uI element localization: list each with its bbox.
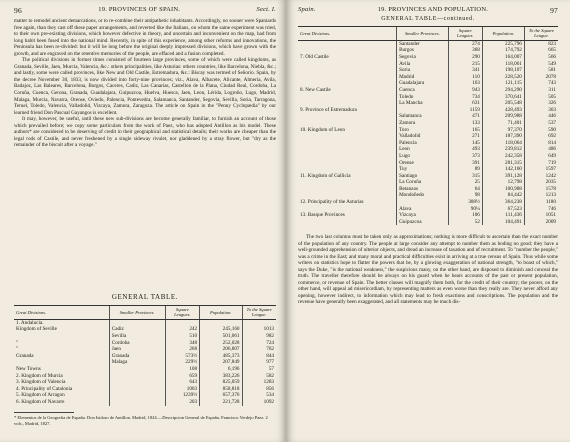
table-row: [298, 74, 558, 81]
table-row: [298, 140, 558, 147]
province-cell: [109, 366, 165, 373]
square-leagues-cell: 203: [165, 399, 200, 406]
left-running-header: [14, 6, 276, 15]
population-cell: 209,988: [482, 113, 524, 120]
per-league-cell: 311: [524, 87, 558, 94]
province-cell: Segovia: [397, 54, 449, 61]
division-cell: [298, 113, 397, 120]
division-cell: [298, 67, 397, 74]
province-cell: Betanzos: [397, 186, 449, 193]
square-leagues-cell: 348: [165, 340, 200, 347]
square-leagues-cell: 1003: [165, 386, 200, 393]
table-row: [298, 146, 558, 153]
per-league-cell: 665: [524, 47, 558, 54]
division-cell: 4. Principality of Catalonia: [16, 385, 73, 392]
square-leagues-cell: 145: [448, 140, 482, 147]
population-cell: 71,401: [482, 120, 524, 127]
per-league-cell: 582: [242, 373, 276, 380]
province-cell: Valladolid: [397, 133, 449, 140]
province-cell: Malaga: [109, 359, 165, 366]
population-cell: 281,315: [482, 160, 524, 167]
province-cell: Cordoba: [109, 340, 165, 347]
column-header: To the Square League.: [524, 27, 558, 41]
province-cell: [109, 392, 165, 399]
province-cell: Santander: [397, 40, 449, 47]
population-cell: 245,160: [200, 326, 242, 333]
per-league-cell: 1213: [524, 192, 558, 199]
province-cell: [397, 199, 449, 206]
table-row: [14, 353, 276, 360]
population-cell: 252,028: [200, 340, 242, 347]
per-league-cell: 566: [524, 54, 558, 61]
table-row: [298, 199, 558, 206]
population-cell: 121,115: [482, 80, 524, 87]
division-cell: 12. Principality of the Asturias: [300, 199, 364, 206]
division-cell: 7. Old Castile: [300, 54, 329, 60]
square-leagues-cell: 290: [448, 54, 482, 61]
population-cell: 225,796: [482, 40, 524, 47]
population-cell: 111,436: [482, 212, 524, 219]
division-cell: [298, 94, 397, 101]
population-cell: 206,807: [200, 346, 242, 353]
province-cell: Granada: [109, 353, 165, 360]
per-league-cell: 537: [524, 120, 558, 127]
province-cell: Cuenca: [397, 87, 449, 94]
province-cell: Burgos: [397, 47, 449, 54]
per-league-cell: 590: [524, 127, 558, 134]
population-cell: 207,849: [200, 359, 242, 366]
population-cell: 383,226: [200, 373, 242, 380]
general-table-title: GENERAL TABLE.: [111, 293, 179, 301]
table-row: [298, 127, 558, 134]
division-cell: [298, 219, 397, 226]
paragraph: matter to remodel ancient demarcations, or to re-combine their antipathetic inhabitants. Accordingly, no sooner were Spaniards free again, than they cast off these paper arrangements, and reverted like the Italians, on whom the same experiment was tried, to their own pre-existing divisions, which however defective in theory, and uncertain and inconvenient on the map, had from long habit been fused into the national mind. Recently, in spite of this experience, among other reforms and innovations, the Peninsula has been re-divided: but it will be long before the original deeply impressed divisions, which have grown with the growth, and are engraved on the retentive memories of the people, are effaced and a fusion completed.: [14, 18, 276, 57]
per-league-cell: 746: [524, 206, 558, 213]
paragraph: The two last columns must be taken only as approximations; nothing is more difficult to ascertain than the exact number of the population of any country. The people at large consider any attempt to number them as boding no good; they have a well-grounded apprehension of ulterior objects, and dread an increase of taxation and of recruitment. To "number the people," was a crime in the East; and many moral and practical difficulties exist in arriving at a true census of Spain. Thus while some writers on statistics hope to flatter the powers that be, by a glowing exaggeration of national strength, "to boast of which," says the Duke, "is the national weakness," the suspicious many, on the other hand, are disposed to diminish and conceal the truth. The traveller therefore should be always on his guard when he hears accounts of the past or present population, commerce, or revenue of Spain. The better classes will magnify them both, for the credit of their country; the poorer, on the other hand, will appeal ad misericordiam, by representing matters as even worse than they really are. They never afford any opening, however indirect, to information which may lead to fresh exactions and conscriptions. The population and the revenue have generally been exaggerated, and all statements may be much dis-: [298, 234, 558, 306]
province-cell: [109, 373, 165, 380]
province-cell: Tuy: [397, 166, 449, 173]
population-cell: 100,988: [482, 186, 524, 193]
per-league-cell: 2035: [524, 179, 558, 186]
per-league-cell: 719: [524, 160, 558, 167]
square-leagues-cell: 391: [448, 160, 482, 167]
table-row: [298, 219, 558, 226]
population-cell: 364,238: [482, 199, 524, 206]
province-cell: Orense: [397, 160, 449, 167]
per-league-cell: 1013: [242, 326, 276, 333]
left-page-number: 96: [14, 6, 22, 15]
left-header-section: Sect. I.: [256, 6, 276, 13]
population-cell: 825,059: [200, 379, 242, 386]
province-cell: Soria: [397, 67, 449, 74]
per-league-cell: 1092: [242, 399, 276, 406]
per-league-cell: 303: [524, 107, 558, 114]
square-leagues-cell: 108: [165, 366, 200, 373]
per-league-cell: 534: [242, 392, 276, 399]
right-page-number: 97: [550, 6, 558, 15]
per-league-cell: 2009: [524, 219, 558, 226]
square-leagues-cell: 659: [165, 373, 200, 380]
province-cell: Cadiz: [109, 326, 165, 333]
division-cell: New Towns: [16, 365, 41, 372]
column-header: Great Divisions.: [14, 306, 109, 320]
per-league-cell: 692: [524, 133, 558, 140]
per-league-cell: 1283: [242, 379, 276, 386]
right-header-title: 19. PROVINCES AND POPULATION.: [377, 6, 489, 13]
table-row: [14, 340, 276, 347]
population-cell: 187,390: [482, 133, 524, 140]
table-row: [298, 61, 558, 68]
per-league-cell: 549: [524, 61, 558, 68]
square-leagues-cell: 341: [448, 67, 482, 74]
table-row: [298, 160, 558, 167]
table-header-row: [298, 27, 558, 41]
per-league-cell: 856: [242, 386, 276, 393]
column-header: Smaller Provinces.: [397, 27, 449, 41]
square-leagues-cell: 52: [448, 219, 482, 226]
population-cell: 228,520: [482, 74, 524, 81]
province-cell: Toro: [397, 127, 449, 134]
population-cell: 294,290: [482, 87, 524, 94]
division-cell: [298, 74, 397, 81]
square-leagues-cell: 643: [165, 379, 200, 386]
population-cell: 6,196: [200, 366, 242, 373]
population-cell: 205,548: [482, 100, 524, 107]
table-row: [298, 186, 558, 193]
division-cell: 13. Basque Provinces: [300, 212, 345, 219]
population-cell: 858,818: [200, 386, 242, 393]
footnote: * Elementos de la Geografia de España. Don Isidoro de Antillon. Madrid, 1824.—Descripcion General de España. Francisco Verdejo Paez. 2 vols., Madrid, 1827.: [14, 415, 268, 426]
population-cell: 370,641: [482, 94, 524, 101]
province-cell: Jaen: [109, 346, 165, 353]
square-leagues-cell: 64: [448, 186, 482, 193]
province-cell: Salamanca: [397, 113, 449, 120]
square-leagues-cell: 368: [448, 47, 482, 54]
square-leagues-cell: 271: [448, 133, 482, 140]
division-cell: [298, 153, 397, 160]
division-cell: ": [16, 346, 19, 353]
table-row: [298, 212, 558, 219]
population-cell: 164,007: [482, 54, 524, 61]
per-league-cell: 581: [524, 67, 558, 74]
left-body-text: [14, 18, 276, 149]
division-cell: [298, 40, 397, 47]
square-leagues-cell: 133: [448, 120, 482, 127]
table-row: [14, 379, 276, 386]
right-body-text: [298, 234, 558, 306]
population-cell: 118,061: [482, 61, 524, 68]
square-leagues-cell: 229½: [165, 359, 200, 366]
division-cell: [298, 80, 397, 87]
square-leagues-cell: 308½: [448, 199, 482, 206]
table-row: [14, 346, 276, 353]
table-row: [298, 87, 558, 94]
square-leagues-cell: 242: [165, 326, 200, 333]
population-cell: 501,061: [200, 333, 242, 340]
division-cell: 2. Kingdom of Murcia: [16, 372, 63, 379]
table-row: [298, 120, 558, 127]
column-header: Smaller Provinces.: [109, 306, 165, 320]
population-cell: 239,812: [482, 146, 524, 153]
per-league-cell: 982: [242, 333, 276, 340]
population-cell: 67,523: [482, 206, 524, 213]
province-cell: Vizcaya: [397, 212, 449, 219]
province-cell: Zamora: [397, 120, 449, 127]
population-cell: 142,160: [482, 166, 524, 173]
column-header: Population.: [482, 27, 524, 41]
square-leagues-cell: 165: [448, 127, 482, 134]
square-leagues-cell: 98: [448, 192, 482, 199]
division-cell: ": [16, 339, 19, 346]
province-cell: Avila: [397, 61, 449, 68]
per-league-cell: 762: [242, 346, 276, 353]
per-league-cell: 1242: [524, 173, 558, 180]
square-leagues-cell: 510: [165, 333, 200, 340]
population-cell: 104,491: [482, 219, 524, 226]
table-row: [298, 47, 558, 54]
table-row: [14, 326, 276, 333]
table-row: [298, 67, 558, 74]
square-leagues-cell: 631: [448, 100, 482, 107]
province-cell: La Mancha: [397, 100, 449, 107]
province-cell: La Coruña: [397, 179, 449, 186]
division-cell: 3. Kingdom of Valencia: [16, 379, 66, 386]
table-row: [14, 399, 276, 406]
province-cell: Guadalajara: [397, 80, 449, 87]
column-header: Population.: [200, 306, 242, 320]
table-row: [14, 366, 276, 373]
right-running-header: [298, 6, 558, 15]
division-cell: [298, 206, 397, 213]
per-league-cell: 743: [524, 80, 558, 87]
paragraph: The political divisions in former times consisted of fourteen large provinces, some of which were called kingdoms, as Granada, Seville, Jaen, Murcia, Valencia, &c.: others principalities, like Asturias: others countries, like Barcelona, Niebla, &c.; and lastly, some were called provinces, like New and Old Castile, Estremadura, &c.: Biscay was termed of Señorio. Spain, by the decree November 30, 1833, is now divided into forty-nine provinces; viz., Alava, Albacete, Alicante, Almeria, Avila, Badajoz, Las Baleares, Barcelona, Burgos, Caceres, Cadiz, Las Canarias, Castellon de la Plana, Ciudad Real, Cordoba, La Coruña, Cuenca, Gerona, Granada, Guadalajara, Guipuzcoa, Huelva, Huesca, Jaen, Leon, Lérida, Logroño, Lugo, Madrid, Malaga, Murcia, Navarra, Orense, Oviedo, Palencia, Pontevedra, Salamanca, Santander, Segovia, Sevilla, Soria, Tarragona, Teruel, Toledo, Valencia, Valladolid, Vizcaya, Zamora, Zaragoza. The article on Spain in the "Penny Cyclopædia" by our learned friend Don Pascual Gayangos is excellent.: [14, 57, 276, 116]
per-league-cell: 486: [524, 146, 558, 153]
division-cell: [14, 333, 109, 340]
division-cell: 5. Kingdom of Arragon: [16, 392, 65, 399]
province-cell: Toledo: [397, 94, 449, 101]
division-cell: [298, 186, 397, 193]
division-cell: 6. Kingdom of Navarre: [16, 398, 65, 405]
column-header: To the Square League.: [242, 306, 276, 320]
table-row: [298, 113, 558, 120]
population-cell: 84,442: [482, 192, 524, 199]
division-cell: 1. Andalucia.: [16, 319, 44, 326]
population-cell: [200, 319, 242, 326]
population-cell: 428,493: [482, 107, 524, 114]
table-row: [298, 80, 558, 87]
province-cell: Alava: [397, 206, 449, 213]
per-league-cell: 977: [242, 359, 276, 366]
square-leagues-cell: 373: [448, 153, 482, 160]
square-leagues-cell: 106: [448, 212, 482, 219]
province-cell: [109, 319, 165, 326]
square-leagues-cell: 163: [448, 80, 482, 87]
square-leagues-cell: 943: [448, 87, 482, 94]
table-body: [14, 319, 276, 405]
square-leagues-cell: 89: [448, 166, 482, 173]
per-league-cell: 446: [524, 113, 558, 120]
province-cell: Mondoñedo: [397, 192, 449, 199]
square-leagues-cell: 274: [448, 40, 482, 47]
per-league-cell: 2078: [524, 74, 558, 81]
table-row: [298, 153, 558, 160]
table-row: [298, 173, 558, 180]
population-cell: 242,358: [482, 153, 524, 160]
square-leagues-cell: 1239½: [165, 392, 200, 399]
division-cell: [298, 160, 397, 167]
table-row: [298, 94, 558, 101]
population-cell: 485,373: [200, 353, 242, 360]
table-header-row: [14, 306, 276, 320]
population-cell: 174,792: [482, 47, 524, 54]
division-cell: [298, 166, 397, 173]
table-row: [298, 100, 558, 107]
province-cell: Madrid: [397, 74, 449, 81]
table-row: [298, 107, 558, 114]
general-table: [14, 305, 276, 406]
per-league-cell: 1597: [524, 166, 558, 173]
division-cell: [298, 120, 397, 127]
per-league-cell: 1578: [524, 186, 558, 193]
population-cell: 198,107: [482, 67, 524, 74]
province-cell: Santiago: [397, 173, 449, 180]
table-row: [298, 166, 558, 173]
column-header: Square Leagues.: [165, 306, 200, 320]
province-cell: Palencia: [397, 140, 449, 147]
population-cell: 12,798: [482, 179, 524, 186]
square-leagues-cell: 471: [448, 113, 482, 120]
table-row: [298, 54, 558, 61]
division-cell: [298, 140, 397, 147]
division-cell: 11. Kingdom of Gallicia: [300, 172, 351, 179]
table-row: [14, 392, 276, 399]
per-league-cell: 823: [524, 40, 558, 47]
population-cell: 391,128: [482, 173, 524, 180]
table-row: [14, 333, 276, 340]
square-leagues-cell: 493: [448, 146, 482, 153]
division-cell: 10. Kingdom of Leon: [300, 126, 345, 133]
continued-table-title: GENERAL TABLE—continued.: [381, 16, 475, 22]
per-league-cell: 1051: [524, 212, 558, 219]
population-cell: 97,370: [482, 127, 524, 134]
per-league-cell: 1180: [524, 199, 558, 206]
table-row: [298, 206, 558, 213]
division-cell: [298, 179, 397, 186]
division-cell: 8. New Castile: [300, 86, 331, 93]
division-cell: [298, 61, 397, 68]
square-leagues-cell: 110: [448, 74, 482, 81]
population-cell: 221,728: [200, 399, 242, 406]
table-body: [298, 40, 558, 225]
square-leagues-cell: 734: [448, 94, 482, 101]
square-leagues-cell: 573½: [165, 353, 200, 360]
table-row: [14, 359, 276, 366]
population-cell: 657,376: [200, 392, 242, 399]
right-page: [286, 0, 570, 442]
province-cell: Leon: [397, 146, 449, 153]
division-cell: 9. Province of Estremadura: [300, 106, 357, 113]
division-cell: [298, 100, 397, 107]
paragraph: It may, however, be useful, until these new sub-divisions are become generally familiar, to furnish an account of those which prevailed before; we copy some particulars from the work of Paez, who has adopted Antillon as his model. These authors* are considered to be deserving of credit in their geographical and statistical details; their works are cheaper than the legal rods of Castile, and never freshened by a single sideway rivulet, nor gladdened by a stray flower, but "dry as the remainder of the biscuit after a voyage.": [14, 116, 276, 149]
column-header: Square Leagues.: [448, 27, 482, 41]
per-league-cell: 814: [524, 140, 558, 147]
province-cell: [397, 107, 449, 114]
per-league-cell: 649: [524, 153, 558, 160]
province-cell: [109, 399, 165, 406]
square-leagues-cell: 215: [448, 61, 482, 68]
right-header-section: Spain.: [298, 6, 316, 13]
per-league-cell: 505: [524, 94, 558, 101]
table-row: [298, 179, 558, 186]
division-cell: [14, 359, 109, 366]
division-cell: [298, 146, 397, 153]
table-row: [298, 133, 558, 140]
square-leagues-cell: 268: [165, 346, 200, 353]
per-league-cell: 326: [524, 100, 558, 107]
footnote-rule: [14, 412, 74, 413]
square-leagues-cell: 25: [448, 179, 482, 186]
province-cell: [109, 386, 165, 393]
population-cell: 118,064: [482, 140, 524, 147]
per-league-cell: 844: [242, 353, 276, 360]
per-league-cell: 57: [242, 366, 276, 373]
province-cell: Guipuzcoa: [397, 219, 449, 226]
square-leagues-cell: 1159: [448, 107, 482, 114]
table-row: [298, 40, 558, 47]
square-leagues-cell: [165, 319, 200, 326]
province-cell: [109, 379, 165, 386]
province-cell: Sevilla: [109, 333, 165, 340]
division-cell: [298, 47, 397, 54]
left-header-title: 19. PROVINCES OF SPAIN.: [98, 6, 181, 13]
province-cell: Lugo: [397, 153, 449, 160]
column-header: Great Divisions.: [298, 27, 397, 41]
division-cell: [298, 133, 397, 140]
division-cell: Granada: [16, 352, 34, 359]
division-cell: Kingdom of Seville: [16, 326, 57, 333]
square-leagues-cell: 90¼: [448, 206, 482, 213]
general-table-continued: [298, 26, 558, 225]
square-leagues-cell: 315: [448, 173, 482, 180]
per-league-cell: 724: [242, 340, 276, 347]
per-league-cell: [242, 319, 276, 326]
